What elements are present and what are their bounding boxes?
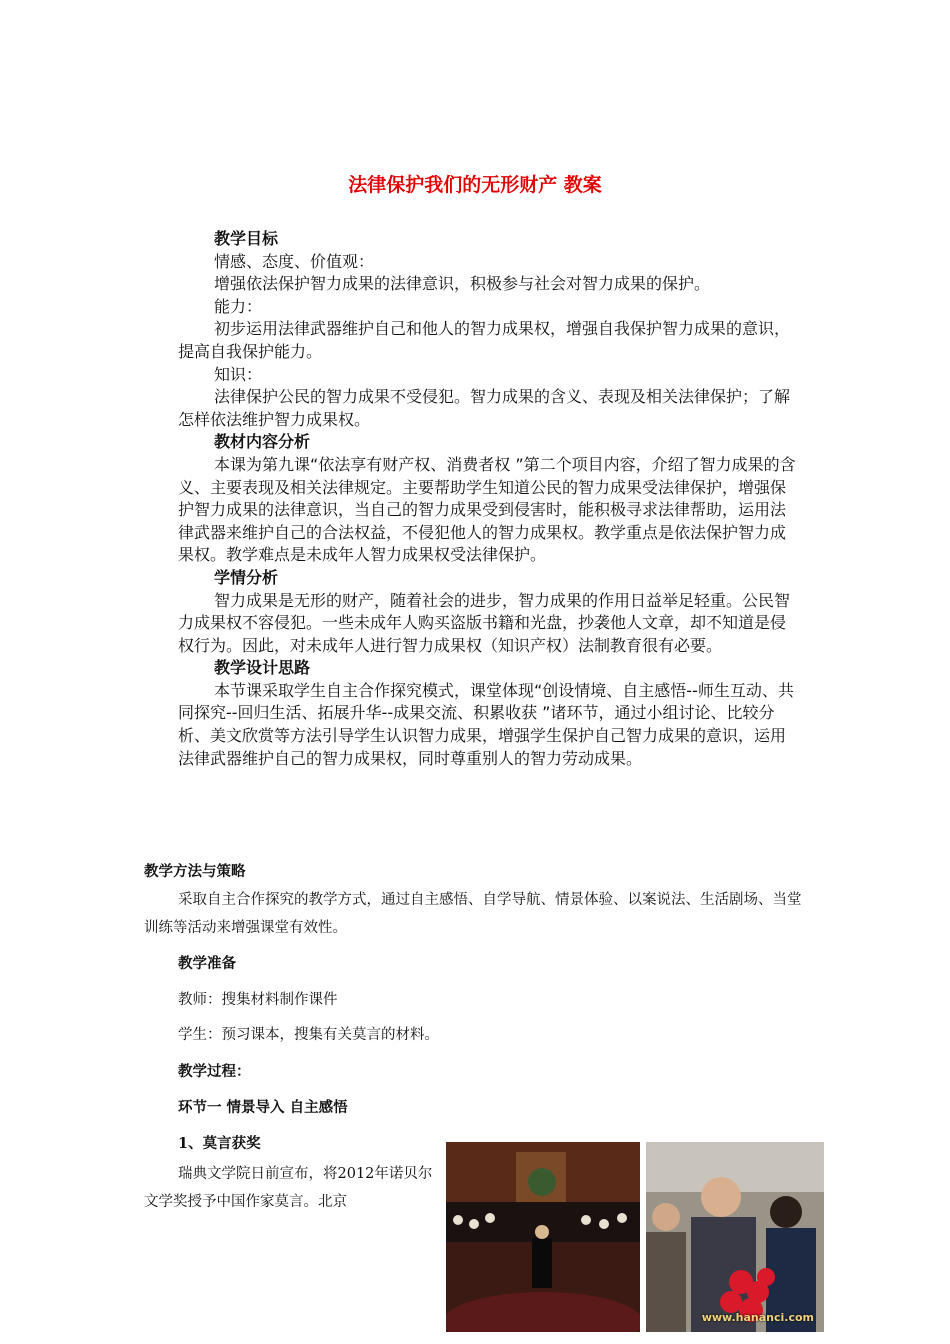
method-text-wrap bbox=[144, 886, 804, 942]
item1-text-wrap bbox=[144, 1160, 434, 1216]
mo-yan-bouquet-photo bbox=[646, 1142, 824, 1332]
material-heading: 教材内容分析 bbox=[214, 432, 311, 452]
process-heading: 教学过程： bbox=[178, 1063, 251, 1080]
image-watermark: www.hananci.com bbox=[701, 1311, 814, 1324]
objectives-section bbox=[178, 228, 798, 770]
item1-text: 瑞典文学院日前宣布，将2012年诺贝尔文学奖授予中国作家莫言。北京 bbox=[144, 1166, 433, 1210]
ability-label: 能力： bbox=[214, 296, 263, 316]
knowledge-text: 法律保护公民的智力成果不受侵犯。智力成果的含义、表现及相关法律保护；了解怎样依法维护智力成果权。 bbox=[178, 387, 791, 429]
attitude-label: 情感、态度、价值观： bbox=[214, 251, 375, 271]
design-heading: 教学设计思路 bbox=[214, 658, 311, 678]
document-title: 法律保护我们的无形财产 教案 bbox=[348, 174, 602, 196]
nobel-ceremony-image bbox=[446, 1142, 640, 1332]
attitude-text: 增强依法保护智力成果的法律意识，积极参与社会对智力成果的保护。 bbox=[214, 274, 711, 294]
mo-yan-bouquet-image bbox=[646, 1142, 824, 1332]
design-text: 本节课采取学生自主合作探究模式，课堂体现“创设情境、自主感悟--师生互动、共同探究--回归生活、拓展升华--成果交流、积累收获 ”诸环节，通过小组讨论、比较分析、美文欣赏等方法引导学生认识智力成果，增强学生保护自己智力成果的意识，运用法律武器维护自己的智力成果权，同时尊重别人的智力劳动成果。 bbox=[178, 680, 794, 768]
prep-student: 学生：预习课本，搜集有关莫言的材料。 bbox=[178, 1027, 439, 1043]
student-heading: 学情分析 bbox=[214, 567, 279, 587]
ability-text: 初步运用法律武器维护自己和他人的智力成果权，增强自我保护智力成果的意识，提高自我保护能力。 bbox=[178, 319, 791, 361]
objectives-heading: 教学目标 bbox=[214, 229, 279, 248]
nobel-ceremony-photo bbox=[446, 1142, 640, 1332]
process-item1: 1、莫言获奖 bbox=[178, 1135, 261, 1152]
process-section1: 环节一 情景导入 自主感悟 bbox=[178, 1099, 348, 1116]
prep-heading: 教学准备 bbox=[178, 955, 236, 972]
material-text: 本课为第九课“依法享有财产权、消费者权 ”第二个项目内容，介绍了智力成果的含义、主要表现及相关法律规定。主要帮助学生知道公民的智力成果受法律保护，增强保护智力成果的法律意识，当自己的智力成果受到侵害时，能积极寻求法律帮助，运用法律武器来维护自己的合法权益，不侵犯他人的智力成果权。教学重点是依法保护智力成果权。教学难点是未成年人智力成果权受法律保护。 bbox=[178, 454, 796, 565]
method-heading: 教学方法与策略 bbox=[144, 863, 246, 880]
prep-teacher: 教师：搜集材料制作课件 bbox=[178, 992, 338, 1008]
student-text: 智力成果是无形的财产，随着社会的进步，智力成果的作用日益举足轻重。公民智力成果权不容侵犯。一些未成年人购买盗版书籍和光盘，抄袭他人文章，却不知道是侵权行为。因此，对未成年人进行智力成果权（知识产权）法制教育很有必要。 bbox=[178, 590, 791, 655]
method-text: 采取自主合作探究的教学方式，通过自主感悟、自学导航、情景体验、以案说法、生活剧场、当堂训练等活动来增强课堂有效性。 bbox=[144, 892, 802, 936]
knowledge-label: 知识： bbox=[214, 364, 263, 384]
